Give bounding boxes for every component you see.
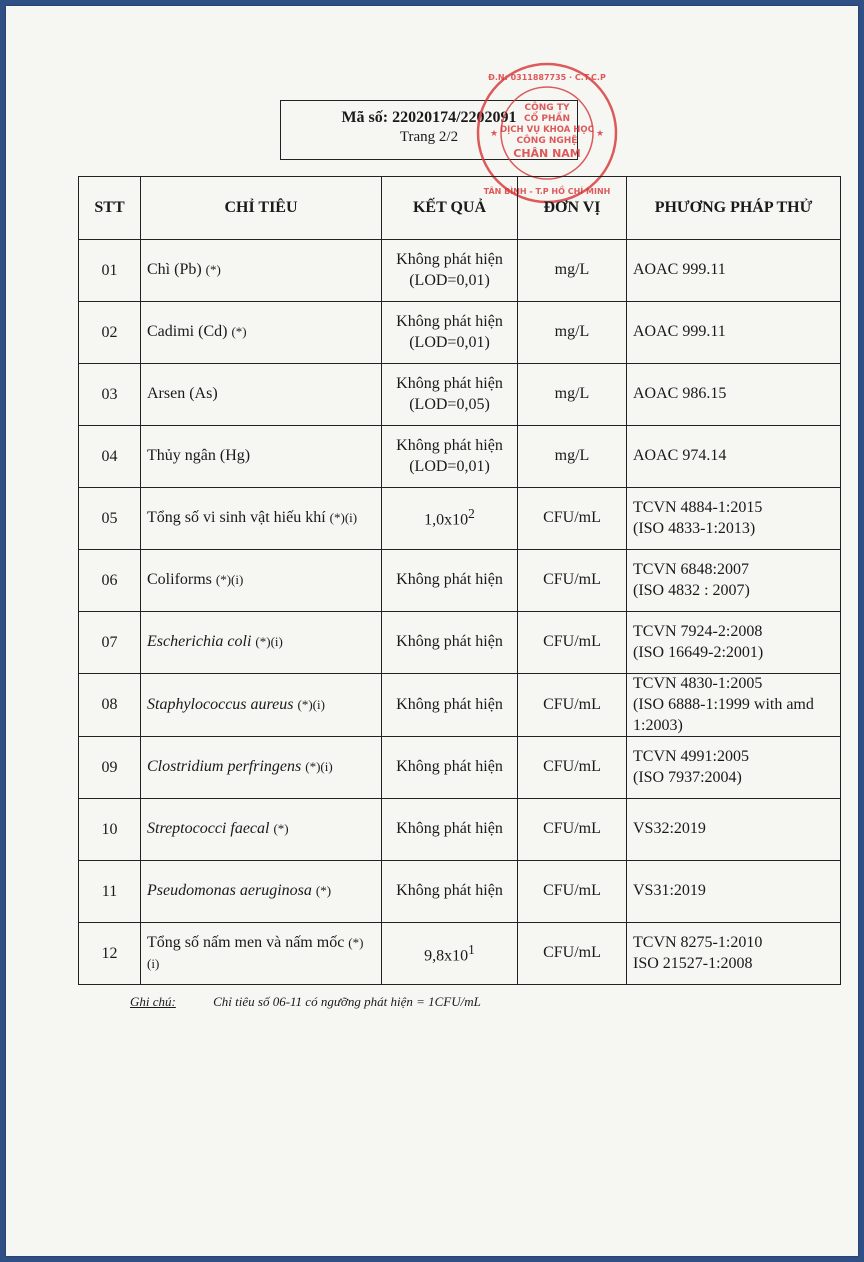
criteria-name: Thủy ngân (Hg) [147, 447, 251, 465]
row-criteria [141, 861, 382, 923]
header-stt: STT [79, 177, 141, 240]
method-standard: VS31:2019 [633, 882, 706, 900]
result-value: Không phát hiện [396, 820, 503, 838]
row-criteria [141, 550, 382, 612]
criteria-name: Streptococci faecal [147, 820, 270, 838]
row-method [627, 240, 841, 302]
criteria-mark: (*)(i) [329, 510, 358, 526]
footnote-text: Chỉ tiêu số 06-11 có ngưỡng phát hiện = 1CFU/mL [213, 994, 481, 1009]
row-stt: 03 [79, 364, 141, 426]
row-result [382, 550, 518, 612]
row-criteria [141, 799, 382, 861]
method-iso: (ISO 4833-1:2013) [633, 519, 756, 537]
row-result [382, 799, 518, 861]
result-value: Không phát hiện [396, 633, 503, 651]
row-method [627, 799, 841, 861]
row-method [627, 737, 841, 799]
row-method [627, 923, 841, 985]
table-row [79, 612, 841, 674]
criteria-name: Coliforms [147, 571, 212, 589]
document-code: Mã số: 22020174/2202091 [341, 109, 517, 126]
row-result [382, 302, 518, 364]
row-unit: mg/L [518, 364, 627, 426]
method-iso: (ISO 7937:2004) [633, 768, 742, 786]
criteria-name: Cadimi (Cd) [147, 323, 228, 341]
row-unit: CFU/mL [518, 799, 627, 861]
method-standard: TCVN 4884-1:2015 [633, 498, 763, 516]
criteria-mark: (*)(i) [297, 696, 325, 712]
method-standard: AOAC 974.14 [633, 447, 727, 465]
svg-text:CÔNG TY: CÔNG TY [524, 103, 570, 113]
document-page [6, 6, 858, 1256]
row-criteria [141, 426, 382, 488]
row-stt: 04 [79, 426, 141, 488]
table-header-row [79, 177, 841, 240]
criteria-mark: (*) [273, 821, 289, 837]
criteria-mark: (*)(i) [255, 634, 283, 650]
result-value: Không phát hiện [396, 250, 503, 268]
method-standard: TCVN 7924-2:2008 [633, 622, 763, 640]
result-value: Không phát hiện [396, 374, 503, 392]
row-result [382, 488, 518, 550]
table-row [79, 737, 841, 799]
criteria-name: Clostridium perfringens [147, 758, 302, 776]
criteria-name: Pseudomonas aeruginosa [147, 882, 312, 900]
row-unit: mg/L [518, 426, 627, 488]
criteria-mark: (*) [315, 883, 332, 899]
row-unit: mg/L [518, 302, 627, 364]
row-method [627, 861, 841, 923]
svg-text:CÔNG NGHỆ: CÔNG NGHỆ [516, 136, 578, 146]
header-method: PHƯƠNG PHÁP THỬ [627, 177, 841, 240]
method-standard: TCVN 4830-1:2005 [633, 675, 763, 692]
header-unit: ĐƠN VỊ [518, 177, 627, 240]
criteria-mark: (*)(i) [147, 935, 364, 971]
row-stt: 12 [79, 923, 141, 985]
row-stt: 05 [79, 488, 141, 550]
svg-text:CHÂN NAM: CHÂN NAM [513, 147, 581, 160]
result-lod: (LOD=0,05) [409, 395, 490, 413]
row-criteria [141, 674, 382, 737]
row-unit: CFU/mL [518, 550, 627, 612]
svg-text:TÂN BÌNH - T.P HỒ CHÍ MINH: TÂN BÌNH - T.P HỒ CHÍ MINH [483, 187, 611, 196]
table-row [79, 302, 841, 364]
row-stt: 07 [79, 612, 141, 674]
table-body [79, 240, 841, 985]
row-stt: 01 [79, 240, 141, 302]
row-unit: CFU/mL [518, 488, 627, 550]
row-stt: 10 [79, 799, 141, 861]
row-unit: CFU/mL [518, 612, 627, 674]
row-stt: 02 [79, 302, 141, 364]
row-unit: mg/L [518, 240, 627, 302]
table-row [79, 488, 841, 550]
row-criteria [141, 240, 382, 302]
result-exponent: 1 [468, 941, 475, 957]
criteria-name: Escherichia coli [147, 633, 252, 651]
table-row [79, 364, 841, 426]
table-row [79, 861, 841, 923]
row-result [382, 737, 518, 799]
row-method [627, 302, 841, 364]
row-method [627, 426, 841, 488]
method-standard: VS32:2019 [633, 820, 706, 838]
result-lod: (LOD=0,01) [409, 333, 490, 351]
row-result [382, 612, 518, 674]
row-unit: CFU/mL [518, 674, 627, 737]
method-standard: TCVN 8275-1:2010 [633, 934, 763, 952]
svg-text:★: ★ [595, 129, 605, 139]
row-result [382, 861, 518, 923]
page-number: Trang 2/2 [399, 129, 459, 145]
table-row [79, 923, 841, 985]
row-method [627, 550, 841, 612]
result-value: Không phát hiện [396, 758, 503, 776]
criteria-name: Tổng số nấm men và nấm mốc [147, 934, 345, 952]
method-standard: AOAC 986.15 [633, 385, 727, 403]
result-value: Không phát hiện [396, 571, 503, 589]
result-lod: (LOD=0,01) [409, 271, 490, 289]
result-value: Không phát hiện [396, 882, 503, 900]
result-value: 1,0x10 [424, 511, 469, 529]
row-criteria [141, 488, 382, 550]
row-criteria [141, 364, 382, 426]
result-exponent: 2 [468, 506, 475, 522]
method-iso: (ISO 16649-2:2001) [633, 643, 764, 661]
table-row [79, 674, 841, 737]
method-standard: AOAC 999.11 [633, 261, 726, 279]
row-result [382, 240, 518, 302]
row-method [627, 674, 841, 737]
result-value: Không phát hiện [396, 695, 503, 713]
row-method [627, 612, 841, 674]
svg-text:CỔ PHẦN: CỔ PHẦN [523, 114, 571, 124]
row-unit: CFU/mL [518, 923, 627, 985]
row-result [382, 923, 518, 985]
table-row [79, 240, 841, 302]
table-row [79, 426, 841, 488]
row-result [382, 426, 518, 488]
result-value: Không phát hiện [396, 436, 503, 454]
header-criteria: CHỈ TIÊU [141, 177, 382, 240]
row-unit: CFU/mL [518, 737, 627, 799]
svg-text:Đ.N: 0311887735 · C.T.C.P: Đ.N: 0311887735 · C.T.C.P [488, 73, 606, 82]
method-standard: TCVN 6848:2007 [633, 560, 749, 578]
svg-text:DỊCH VỤ KHOA HỌC: DỊCH VỤ KHOA HỌC [500, 125, 594, 135]
result-value: 9,8x10 [424, 947, 469, 965]
footnote [130, 994, 481, 1010]
header-result: KẾT QUẢ [382, 177, 518, 240]
criteria-name: Chì (Pb) [147, 261, 202, 279]
result-lod: (LOD=0,01) [409, 457, 490, 475]
row-stt: 09 [79, 737, 141, 799]
criteria-name: Tổng số vi sinh vật hiếu khí [147, 509, 326, 527]
row-criteria [141, 737, 382, 799]
svg-text:★: ★ [489, 129, 499, 139]
row-result [382, 364, 518, 426]
criteria-name: Staphylococcus aureus [147, 695, 294, 713]
criteria-mark: (*) [205, 262, 221, 278]
row-criteria [141, 302, 382, 364]
method-iso: (ISO 4832 : 2007) [633, 581, 750, 599]
method-standard: AOAC 999.11 [633, 323, 726, 341]
row-criteria [141, 612, 382, 674]
row-stt: 08 [79, 674, 141, 737]
row-result [382, 674, 518, 737]
row-stt: 06 [79, 550, 141, 612]
criteria-mark: (*)(i) [305, 759, 333, 775]
table-row [79, 550, 841, 612]
criteria-mark: (*)(i) [215, 572, 244, 588]
row-method [627, 364, 841, 426]
row-unit: CFU/mL [518, 861, 627, 923]
row-stt: 11 [79, 861, 141, 923]
row-criteria [141, 923, 382, 985]
result-value: Không phát hiện [396, 312, 503, 330]
criteria-name: Arsen (As) [147, 385, 218, 403]
criteria-mark: (*) [231, 324, 247, 340]
method-iso: ISO 21527-1:2008 [633, 954, 753, 972]
table-row [79, 799, 841, 861]
method-iso: (ISO 6888-1:1999 with amd 1:2003) [633, 695, 814, 734]
footnote-label: Ghi chú: [130, 994, 176, 1009]
method-standard: TCVN 4991:2005 [633, 748, 749, 766]
results-table [78, 176, 841, 985]
row-method [627, 488, 841, 550]
